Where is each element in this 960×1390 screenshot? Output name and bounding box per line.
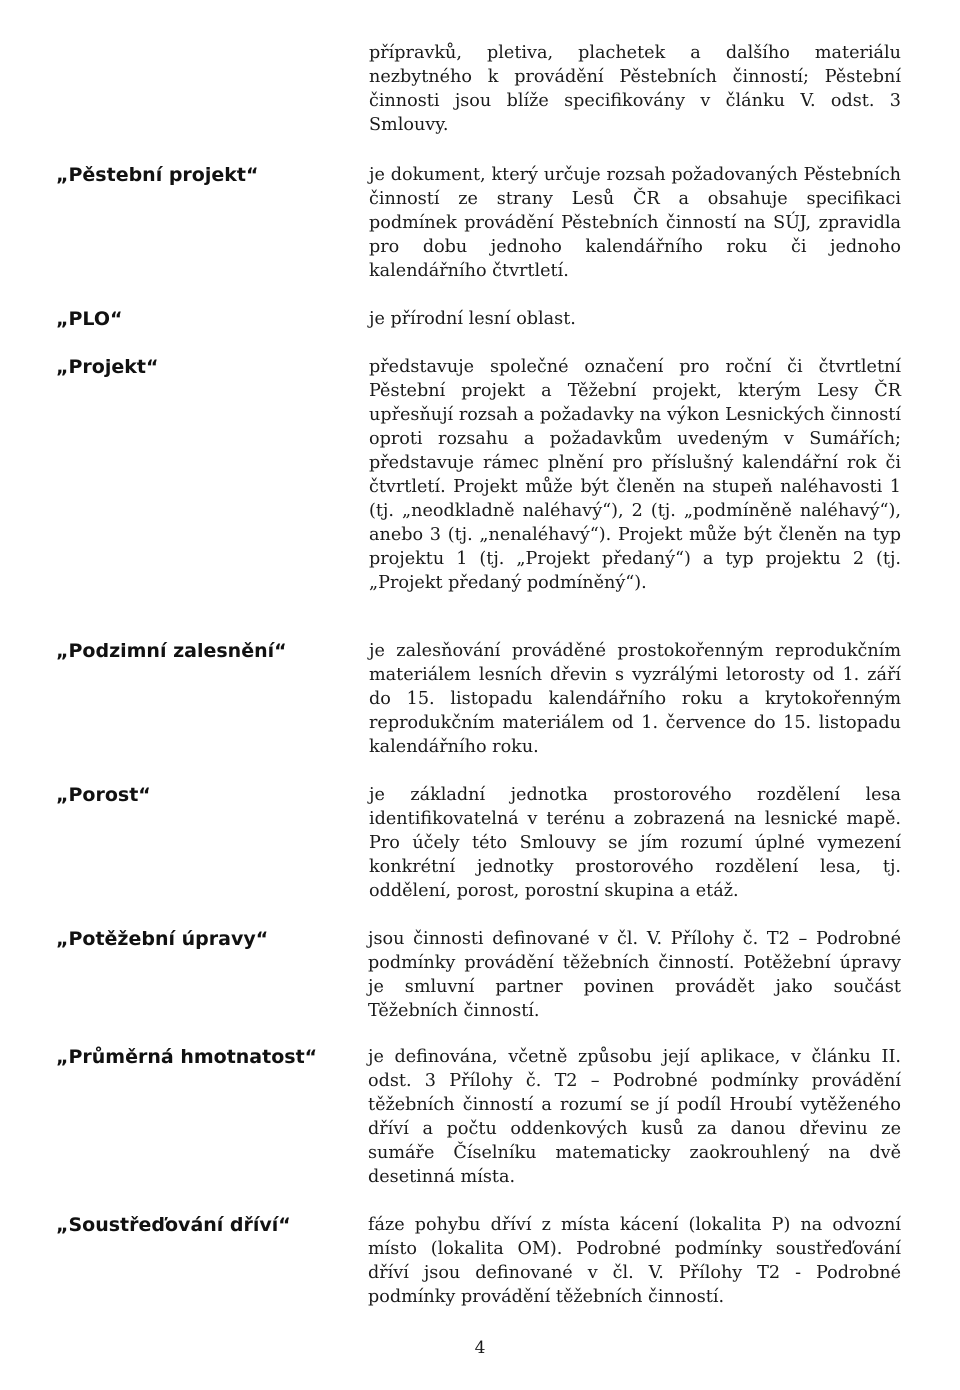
page-number: 4 bbox=[474, 1338, 486, 1358]
term-porost: „Porost“ bbox=[56, 784, 151, 806]
definition-porost: je základní jednotka prostorového rozdělení lesa identifikovatelná v terénu a zobrazená na lesnické mapě. Pro účely této Smlouvy se jím rozumí úplné vymezení konkrétní jednotky prostorového rozdělení lesa, tj. oddělení, porost, porostní skupina a etáž. bbox=[369, 785, 901, 901]
definition-soustredovani-drivi: fáze pohybu dříví z místa kácení (lokalita P) na odvozní místo (lokalita OM). Podrobné podmínky soustřeďování dříví jsou definované v čl. V. Přílohy T2 - Podrobné podmínky provádění těžebních činností. bbox=[368, 1215, 901, 1307]
definition-potezebni-upravy: jsou činnosti definované v čl. V. Přílohy č. T2 – Podrobné podmínky provádění těžebních činností. Potěžební úpravy je smluvní partner povinen provádět jako součást Těžebních činností. bbox=[368, 929, 901, 1021]
term-podzimni-zalesneni: „Podzimní zalesnění“ bbox=[56, 640, 287, 662]
term-projekt: „Projekt“ bbox=[56, 356, 159, 378]
term-pestebni-projekt: „Pěstební projekt“ bbox=[56, 164, 259, 186]
term-prumerna-hmotnatost: „Průměrná hmotnatost“ bbox=[56, 1046, 318, 1068]
definition-pestebni-projekt: je dokument, který určuje rozsah požadovaných Pěstebních činností ze strany Lesů ČR a obsahuje specifikaci podmínek provádění Pěstebních činností na SÚJ, zpravidla pro dobu jednoho kalendářního roku či jednoho kalendářního čtvrtletí. bbox=[369, 165, 901, 281]
definition-podzimni-zalesneni: je zalesňování prováděné prostokořenným reprodukčním materiálem lesních dřevin s vyzrálými letorosty od 1. září do 15. listopadu kalendářního roku a krytokořenným reprodukčním materiálem od 1. července do 15. listopadu kalendářního roku. bbox=[369, 641, 901, 757]
definition-prumerna-hmotnatost: je definována, včetně způsobu její aplikace, v článku II. odst. 3 Přílohy č. T2 – Podrobné podmínky provádění těžebních činností a rozumí se jí podíl Hroubí vytěženého dříví a počtu oddenkových kusů za danou dřevinu ze sumáře Číselníku matematicky zaokrouhlený na dvě desetinná místa. bbox=[368, 1047, 901, 1187]
term-plo: „PLO“ bbox=[56, 308, 123, 330]
definition-projekt: představuje společné označení pro roční či čtvrtletní Pěstební projekt a Těžební projekt, kterým Lesy ČR upřesňují rozsah a požadavky na výkon Lesnických činností oproti rozsahu a požadavkům uvedeným v Sumářích; představuje rámec plnění pro příslušný kalendářní rok či čtvrtletí. Projekt může být členěn na stupeň naléhavosti 1 (tj. „neodkladně naléhavý“), 2 (tj. „podmíněně naléhavý“), anebo 3 (tj. „nenaléhavý“). Projekt může být členěn na typ projektu 1 (tj. „Projekt předaný“) a typ projektu 2 (tj. „Projekt předaný podmíněný“). bbox=[369, 357, 901, 593]
definition-plo: je přírodní lesní oblast. bbox=[369, 309, 576, 329]
continuation-text: přípravků, pletiva, plachetek a dalšího materiálu nezbytného k provádění Pěstebních činností; Pěstební činnosti jsou blíže specifikovány v článku V. odst. 3 Smlouvy. bbox=[369, 43, 901, 135]
term-potezebni-upravy: „Potěžební úpravy“ bbox=[56, 928, 269, 950]
term-soustredovani-drivi: „Soustřeďování dříví“ bbox=[56, 1214, 291, 1236]
